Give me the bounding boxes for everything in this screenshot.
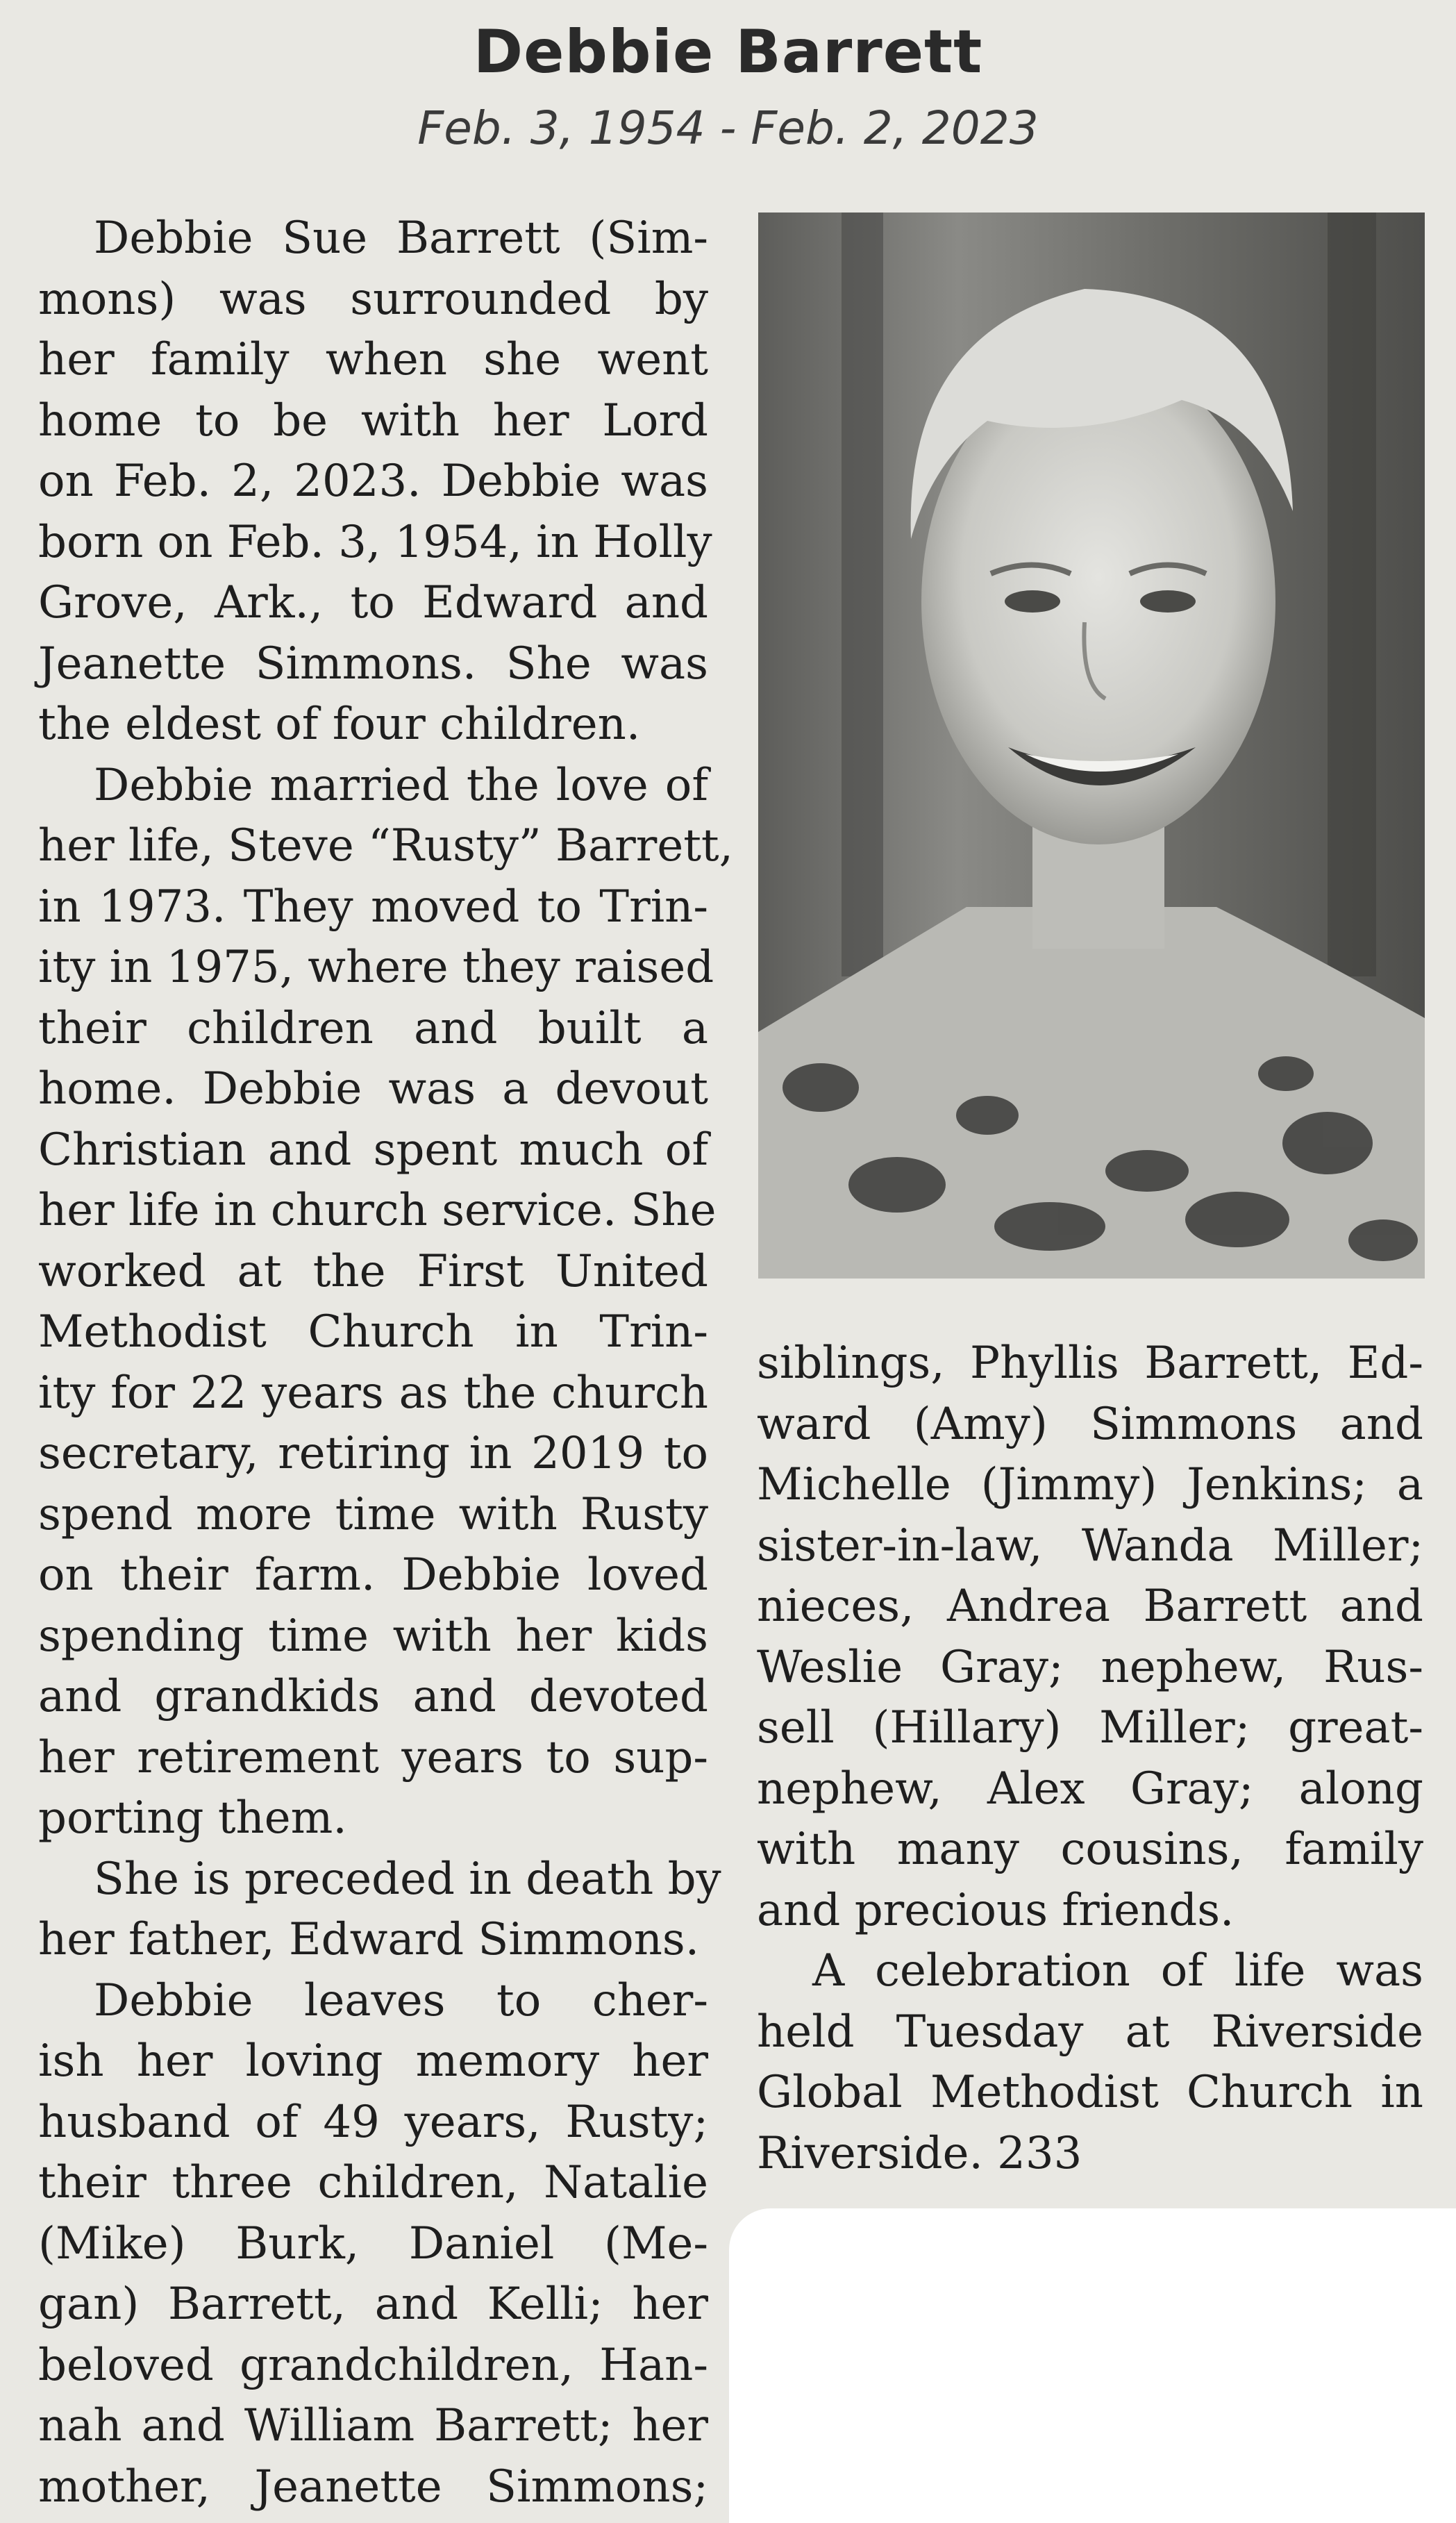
text-line: (Mike) Burk, Daniel (Me- (38, 2217, 708, 2270)
text-line: porting them. (38, 1792, 347, 1844)
text-line: her family when she went (38, 334, 708, 385)
text-line: siblings, Phyllis Barrett, Ed- (757, 1338, 1423, 1389)
text-line: spending time with her kids (38, 1610, 708, 1662)
text-line: ity in 1975, where they raised (38, 942, 714, 993)
text-line: their children and built a (38, 1002, 708, 1054)
text-line: on their farm. Debbie loved (38, 1549, 708, 1601)
text-line: nephew, Alex Gray; along (757, 1763, 1423, 1815)
text-line: on Feb. 2, 2023. Debbie was (38, 456, 708, 507)
text-line: Christian and spent much of (38, 1124, 708, 1176)
text-line: mons) was surrounded by (38, 273, 708, 325)
portrait-photo (758, 213, 1425, 1279)
text-line: Debbie married the love of (94, 759, 708, 811)
text-line: mother, Jeanette Simmons; (38, 2460, 708, 2513)
text-line: their three children, Natalie (38, 2157, 708, 2208)
text-line: Jeanette Simmons. She was (38, 638, 708, 690)
text-line: Debbie Sue Barrett (Sim- (94, 213, 708, 264)
text-line: sister-in-law, Wanda Miller; (757, 1519, 1423, 1572)
text-line: her life in church service. She (38, 1185, 717, 1236)
text-line: the eldest of four children. (38, 699, 641, 750)
text-line: Michelle (Jimmy) Jenkins; a (757, 1459, 1423, 1510)
text-line: nieces, Andrea Barrett and (757, 1581, 1423, 1632)
right-text-column (757, 1333, 1423, 2184)
text-line: her life, Steve “Rusty” Barrett, (38, 820, 733, 872)
left-text-column (38, 208, 733, 2517)
text-line: gan) Barrett, and Kelli; her (38, 2279, 708, 2330)
text-line: A celebration of life was (812, 1945, 1423, 1997)
text-line: and precious friends. (757, 1884, 1235, 1936)
text-line: her father, Edward Simmons. (38, 1914, 700, 1965)
obituary-dates: Feb. 3, 1954 - Feb. 2, 2023 (417, 101, 1039, 155)
text-line: Global Methodist Church in (757, 2067, 1423, 2118)
text-line: Debbie leaves to cher- (94, 1974, 708, 2026)
text-line: spend more time with Rusty (38, 1488, 708, 1540)
text-line: beloved grandchildren, Han- (38, 2339, 708, 2391)
text-line: home. Debbie was a devout (38, 1063, 708, 1115)
blank-paper-area (729, 2208, 1456, 2523)
text-line: She is preceded in death by (94, 1853, 721, 1905)
text-line: husband of 49 years, Rusty; (38, 2096, 708, 2148)
text-line: in 1973. They moved to Trin- (38, 881, 708, 933)
text-line: Weslie Gray; nephew, Rus- (757, 1641, 1423, 1693)
text-line: Methodist Church in Trin- (38, 1306, 708, 1358)
text-line: ity for 22 years as the church (38, 1367, 708, 1419)
portrait-illustration (758, 213, 1425, 1279)
text-line: Grove, Ark., to Edward and (38, 577, 708, 628)
text-line: born on Feb. 3, 1954, in Holly (38, 516, 712, 568)
text-line: worked at the First United (38, 1245, 708, 1297)
text-line: Riverside. 233 (757, 2127, 1082, 2179)
text-line: nah and William Barrett; her (38, 2400, 708, 2451)
text-line: with many cousins, family (757, 1824, 1423, 1875)
text-line: sell (Hillary) Miller; great- (757, 1702, 1423, 1754)
obituary-headline: Debbie Barrett (473, 17, 983, 87)
text-line: and grandkids and devoted (38, 1671, 708, 1722)
text-line: ish her loving memory her (38, 2035, 708, 2087)
text-line: home to be with her Lord (38, 394, 708, 447)
text-line: held Tuesday at Riverside (757, 2006, 1423, 2058)
text-line: her retirement years to sup- (38, 1731, 708, 1783)
text-line: secretary, retiring in 2019 to (38, 1428, 708, 1479)
text-line: ward (Amy) Simmons and (757, 1398, 1423, 1450)
